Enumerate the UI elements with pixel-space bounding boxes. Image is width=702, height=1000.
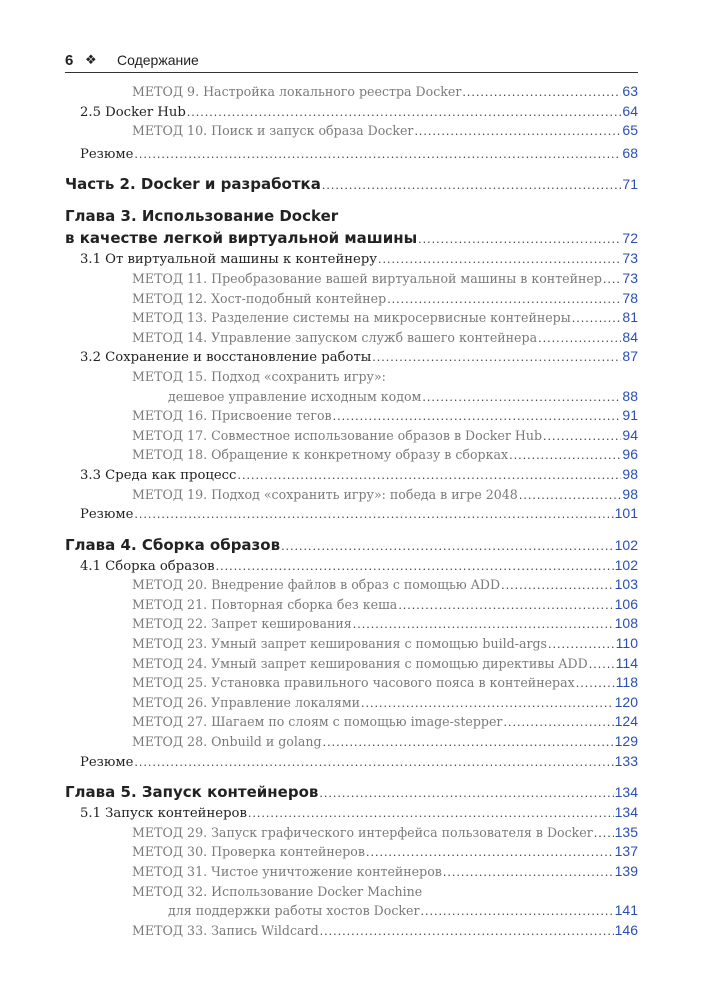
- toc-entry-title: Резюме: [80, 146, 134, 162]
- toc-entry-title: МЕТОД 16. Присвоение тегов: [132, 408, 332, 424]
- toc-entry-method[interactable]: [65, 862, 638, 882]
- toc-page-number[interactable]: 73: [622, 250, 638, 267]
- toc-entry-title: МЕТОД 14. Управление запуском служб вашего контейнера: [132, 329, 538, 345]
- toc-entry-title: МЕТОД 24. Умный запрет кеширования с помощью директивы ADD: [132, 655, 588, 671]
- toc-entry-title: МЕТОД 9. Настройка локального реестра Docker: [132, 84, 462, 99]
- toc-page-number[interactable]: 88: [622, 387, 638, 404]
- toc-entry-title: МЕТОД 18. Обращение к конкретному образу в сборках: [132, 447, 509, 463]
- dot-leader: [366, 843, 614, 863]
- toc-page-number[interactable]: 120: [614, 693, 638, 710]
- toc-entry-summary[interactable]: [65, 144, 638, 164]
- toc-entry-title: МЕТОД 11. Преобразование вашей виртуальной машины в контейнер: [132, 270, 602, 286]
- toc-entry-method[interactable]: [65, 485, 638, 505]
- toc-entry-title: 5.1 Запуск контейнеров: [80, 806, 247, 822]
- toc-entry-section[interactable]: [65, 347, 638, 367]
- dot-leader: [422, 388, 621, 408]
- toc-entry-title: МЕТОД 33. Запись Wildcard: [132, 922, 319, 938]
- toc-entry-method[interactable]: [65, 121, 638, 141]
- toc-entry-section[interactable]: [65, 249, 638, 269]
- running-title: Содержание: [117, 52, 199, 68]
- toc-page-number[interactable]: 73: [622, 269, 638, 286]
- page-header: [65, 48, 638, 73]
- toc-entry-method[interactable]: [65, 445, 638, 465]
- ornament-icon: ❖: [85, 52, 97, 67]
- toc-entry-title: 2.5 Docker Hub: [80, 104, 186, 120]
- toc-page-number[interactable]: 134: [614, 784, 638, 801]
- toc-page-number[interactable]: 94: [622, 426, 638, 443]
- toc-entry-title: МЕТОД 20. Внедрение файлов в образ с помощью ADD: [132, 577, 501, 593]
- dot-leader: [378, 250, 621, 270]
- dot-leader: [538, 329, 621, 349]
- dot-leader: [418, 229, 621, 251]
- toc-entry-title: Резюме: [80, 754, 134, 770]
- dot-leader: [503, 713, 613, 733]
- dot-leader: [361, 694, 614, 714]
- toc-entry-section[interactable]: [65, 803, 638, 823]
- toc-entry-method[interactable]: [65, 614, 638, 634]
- toc-entry-title: 3.3 Среда как процесс: [80, 467, 237, 483]
- dot-leader: [543, 427, 621, 447]
- toc-page-number[interactable]: 114: [615, 654, 638, 671]
- toc-entry-section[interactable]: [65, 556, 638, 576]
- toc-entry-method[interactable]: [65, 269, 638, 289]
- dot-leader: [187, 103, 622, 123]
- toc-page-number[interactable]: 87: [622, 348, 638, 365]
- toc-page-number[interactable]: 141: [614, 902, 638, 919]
- dot-leader: [421, 902, 614, 922]
- dot-leader: [281, 536, 614, 558]
- dot-leader: [134, 505, 613, 525]
- toc-entry-method[interactable]: [65, 693, 638, 713]
- toc-page-number[interactable]: 135: [614, 823, 638, 840]
- page-number: 6: [65, 51, 74, 69]
- dot-leader: [322, 175, 622, 197]
- toc-entry-title: МЕТОД 29. Запуск графического интерфейса пользователя в Docker: [132, 824, 593, 840]
- toc-page-number[interactable]: 129: [614, 733, 638, 750]
- toc-entry-title: МЕТОД 32. Использование Docker Machine: [132, 883, 423, 899]
- toc-entry-summary[interactable]: [65, 504, 638, 524]
- toc-entry-title: МЕТОД 15. Подход «сохранить игру»:: [132, 368, 386, 384]
- toc-entry-method[interactable]: [65, 654, 638, 674]
- toc-entry-method[interactable]: [65, 842, 638, 862]
- toc-page-number[interactable]: 101: [614, 505, 638, 522]
- dot-leader: [248, 804, 614, 824]
- toc-entry-title: 3.2 Сохранение и восстановление работы: [80, 350, 372, 366]
- toc-entry-method[interactable]: [65, 712, 638, 732]
- toc-entry-summary[interactable]: [65, 752, 638, 772]
- dot-leader: [319, 783, 613, 805]
- toc-entry-title: МЕТОД 22. Запрет кеширования: [132, 616, 352, 632]
- toc-entry-title: 3.1 От виртуальной машины к контейнеру: [80, 252, 378, 268]
- toc-entry-chapter[interactable]: [65, 534, 638, 556]
- dot-leader: [320, 922, 614, 942]
- toc-entry-title: МЕТОД 26. Управление локалями: [132, 694, 361, 710]
- dot-leader: [353, 615, 614, 635]
- toc-page-number[interactable]: 110: [615, 635, 638, 652]
- toc-entry-method[interactable]: [65, 406, 638, 426]
- toc-entry-title: МЕТОД 19. Подход «сохранить игру»: победа в игре 2048: [132, 486, 518, 502]
- toc-entry-title: Глава 3. Использование Docker: [65, 207, 339, 226]
- toc-page-number[interactable]: 103: [614, 576, 638, 593]
- dot-leader: [333, 407, 622, 427]
- dot-leader: [509, 446, 621, 466]
- toc-entry-title: Глава 5. Запуск контейнеров: [65, 783, 319, 802]
- dot-leader: [603, 270, 622, 290]
- toc-page-number[interactable]: 124: [614, 713, 638, 730]
- toc-entry-method[interactable]: [65, 673, 638, 693]
- dot-leader: [387, 290, 621, 310]
- toc-entry-title: дешевое управление исходным кодом: [168, 388, 422, 404]
- toc-entry-chapter[interactable]: [65, 227, 638, 249]
- table-of-contents: [65, 82, 638, 940]
- toc-page-number[interactable]: 118: [615, 674, 638, 691]
- toc-entry-title: МЕТОД 30. Проверка контейнеров: [132, 844, 365, 860]
- dot-leader: [134, 753, 613, 773]
- toc-entry-title: МЕТОД 12. Хост-подобный контейнер: [132, 290, 387, 306]
- toc-page-number[interactable]: 139: [614, 863, 638, 879]
- toc-page-number[interactable]: 98: [622, 465, 638, 482]
- toc-entry-method[interactable]: [65, 308, 638, 328]
- toc-entry-method[interactable]: [65, 732, 638, 752]
- toc-page-number[interactable]: 98: [622, 485, 638, 502]
- toc-entry-method[interactable]: [65, 426, 638, 446]
- toc-entry-title: Глава 4. Сборка образов: [65, 535, 281, 554]
- dot-leader: [519, 486, 622, 506]
- toc-entry-method[interactable]: [65, 634, 638, 654]
- toc-page-number[interactable]: 137: [614, 843, 638, 860]
- dot-leader: [323, 733, 614, 753]
- toc-page-number[interactable]: 81: [622, 309, 638, 326]
- toc-entry-method[interactable]: [65, 595, 638, 615]
- toc-page-number[interactable]: 84: [622, 328, 638, 345]
- toc-page-number[interactable]: 64: [622, 102, 638, 119]
- toc-entry-title: МЕТОД 28. Onbuild и golang: [132, 734, 322, 750]
- toc-entry-method[interactable]: [65, 823, 638, 843]
- toc-entry-chapter[interactable]: [65, 173, 638, 195]
- toc-page-number[interactable]: 63: [622, 83, 638, 99]
- toc-page-number[interactable]: 91: [622, 407, 638, 424]
- toc-page-number[interactable]: 78: [622, 289, 638, 306]
- toc-entry-title: в качестве легкой виртуальной машины: [65, 229, 418, 248]
- toc-entry-chapter[interactable]: [65, 781, 638, 803]
- toc-entry-title: МЕТОД 23. Умный запрет кеширования с помощью build-args: [132, 636, 547, 652]
- dot-leader: [572, 309, 622, 329]
- toc-entry-title: МЕТОД 31. Чистое уничтожение контейнеров: [132, 864, 442, 879]
- dot-leader: [216, 557, 614, 577]
- toc-entry-section[interactable]: [65, 102, 638, 122]
- toc-entry-section[interactable]: [65, 465, 638, 485]
- dot-leader: [414, 122, 621, 142]
- toc-entry-title: Часть 2. Docker и разработка: [65, 175, 321, 194]
- toc-entry-method[interactable]: [65, 882, 638, 902]
- toc-entry-title: МЕТОД 17. Совместное использование образов в Docker Hub: [132, 427, 543, 443]
- toc-page-number[interactable]: 72: [622, 230, 638, 247]
- dot-leader: [443, 863, 614, 883]
- toc-page-number[interactable]: 96: [622, 446, 638, 463]
- toc-entry-title: МЕТОД 10. Поиск и запуск образа Docker: [132, 123, 414, 139]
- toc-page-number[interactable]: 146: [614, 921, 638, 938]
- toc-entry-method[interactable]: [65, 901, 638, 921]
- toc-page-number[interactable]: 68: [622, 144, 638, 161]
- dot-leader: [462, 83, 621, 103]
- toc-page-number[interactable]: 108: [614, 615, 638, 632]
- toc-entry-method[interactable]: [65, 289, 638, 309]
- dot-leader: [589, 655, 615, 675]
- dot-leader: [237, 466, 621, 486]
- toc-entry-title: для поддержки работы хостов Docker: [168, 903, 420, 919]
- dot-leader: [501, 576, 614, 596]
- toc-entry-method[interactable]: [65, 387, 638, 407]
- toc-page-number[interactable]: 102: [614, 536, 638, 553]
- toc-entry-method[interactable]: [65, 82, 638, 102]
- toc-entry-title: МЕТОД 13. Разделение системы на микросервисные контейнеры: [132, 310, 571, 326]
- dot-leader: [134, 145, 621, 165]
- toc-entry-method[interactable]: [65, 328, 638, 348]
- toc-entry-method[interactable]: [65, 575, 638, 595]
- toc-page-number[interactable]: 106: [614, 595, 638, 612]
- dot-leader: [576, 674, 615, 694]
- toc-entry-title: МЕТОД 25. Установка правильного часового пояса в контейнерах: [132, 675, 575, 691]
- dot-leader: [548, 635, 615, 655]
- toc-entry-title: МЕТОД 21. Повторная сборка без кеша: [132, 596, 398, 612]
- toc-entry-method[interactable]: [65, 921, 638, 941]
- toc-entry-title: 4.1 Сборка образов: [80, 558, 215, 574]
- toc-entry-title: Резюме: [80, 507, 134, 523]
- toc-page-number[interactable]: 65: [622, 122, 638, 139]
- dot-leader: [398, 596, 613, 616]
- toc-entry-chapter[interactable]: [65, 205, 638, 227]
- toc-entry-title: МЕТОД 27. Шагаем по слоям с помощью image-stepper: [132, 714, 503, 730]
- toc-page-number[interactable]: 134: [614, 804, 638, 821]
- dot-leader: [594, 824, 614, 844]
- dot-leader: [372, 348, 621, 368]
- toc-page-number[interactable]: 133: [614, 752, 638, 769]
- toc-page-number[interactable]: 71: [622, 176, 638, 193]
- toc-page-number[interactable]: 102: [614, 556, 638, 573]
- toc-entry-method[interactable]: [65, 367, 638, 387]
